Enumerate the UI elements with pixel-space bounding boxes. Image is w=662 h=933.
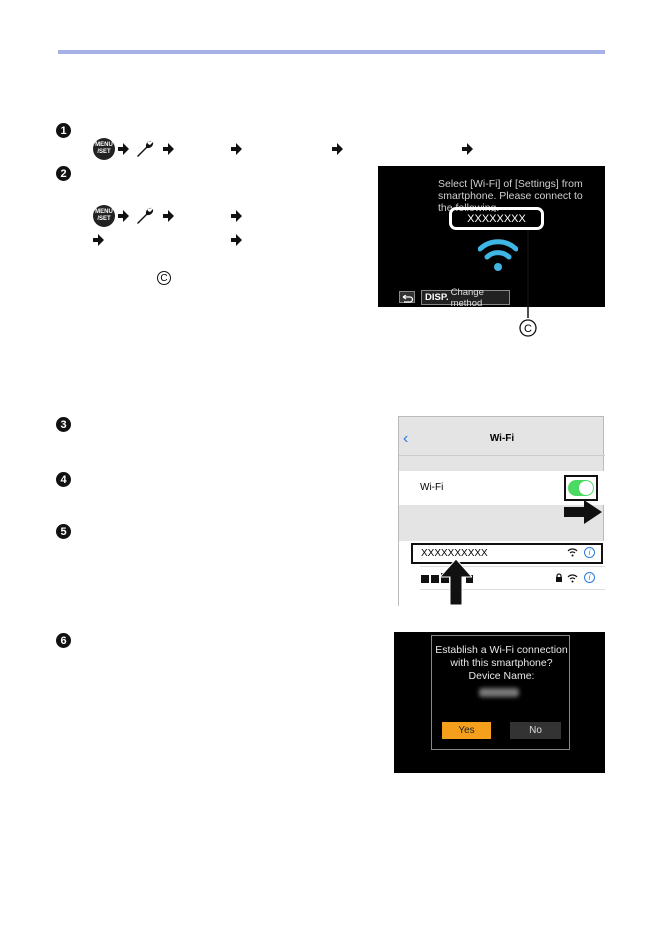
- arrow-right-callout-icon: [564, 500, 602, 524]
- device-name-value-blurred: [479, 688, 519, 697]
- dialog-message: Establish a Wi-Fi connection with this smartphone?: [435, 644, 568, 669]
- arrow-right-icon: [93, 234, 104, 246]
- callout-c-marker: C: [157, 271, 171, 285]
- arrow-right-icon: [231, 143, 242, 155]
- phone-wifi-title: Wi-Fi: [489, 433, 515, 444]
- no-button[interactable]: No: [510, 722, 561, 739]
- arrow-right-icon: [118, 210, 129, 222]
- arrow-right-icon: [163, 143, 174, 155]
- arrow-right-icon: [332, 143, 343, 155]
- wifi-row-label: Wi-Fi: [420, 482, 444, 493]
- wrench-icon: [135, 206, 155, 226]
- step-number-2: 2: [56, 166, 71, 181]
- info-icon[interactable]: i: [584, 547, 595, 558]
- change-method-button[interactable]: DISP. Change method: [421, 290, 510, 305]
- camera-wifi-screen: [378, 166, 605, 307]
- camera-connection-dialog: [394, 632, 605, 773]
- arrow-right-icon: [462, 143, 473, 155]
- step-number-5: 5: [56, 524, 71, 539]
- menu-set-icon: MENU /SET: [93, 205, 115, 227]
- step-number-4: 4: [56, 472, 71, 487]
- arrow-up-callout-icon: [440, 559, 472, 605]
- info-icon[interactable]: i: [584, 572, 595, 583]
- yes-button[interactable]: Yes: [442, 722, 491, 739]
- return-icon: [400, 295, 414, 305]
- wrench-icon: [135, 139, 155, 159]
- arrow-right-icon: [118, 143, 129, 155]
- arrow-right-icon: [163, 210, 174, 222]
- wifi-toggle-switch[interactable]: [564, 475, 598, 501]
- camera-instruction-text: Select [Wi-Fi] of [Settings] from smartphone. Please connect to the following.: [438, 178, 583, 214]
- device-name-label: Device Name:: [468, 670, 535, 682]
- arrow-right-icon: [231, 210, 242, 222]
- wifi-signal-icon: [567, 574, 578, 583]
- wifi-icon: [478, 235, 518, 273]
- step-number-6: 6: [56, 633, 71, 648]
- menu-set-icon: MENU /SET: [93, 138, 115, 160]
- step-number-3: 3: [56, 417, 71, 432]
- back-chevron-icon[interactable]: ‹: [403, 430, 409, 447]
- back-button[interactable]: [399, 291, 415, 303]
- network-list-item-camera[interactable]: XXXXXXXXXX: [411, 543, 603, 564]
- arrow-right-icon: [231, 234, 242, 246]
- camera-ssid-box: XXXXXXXX: [449, 207, 544, 230]
- wifi-signal-icon: [567, 548, 578, 557]
- callout-c-label: C: [524, 323, 532, 335]
- top-rule: [58, 50, 605, 54]
- lock-icon: [555, 573, 563, 583]
- confirm-dialog: [431, 635, 570, 750]
- callout-c-leader: [516, 230, 546, 340]
- step-number-1: 1: [56, 123, 71, 138]
